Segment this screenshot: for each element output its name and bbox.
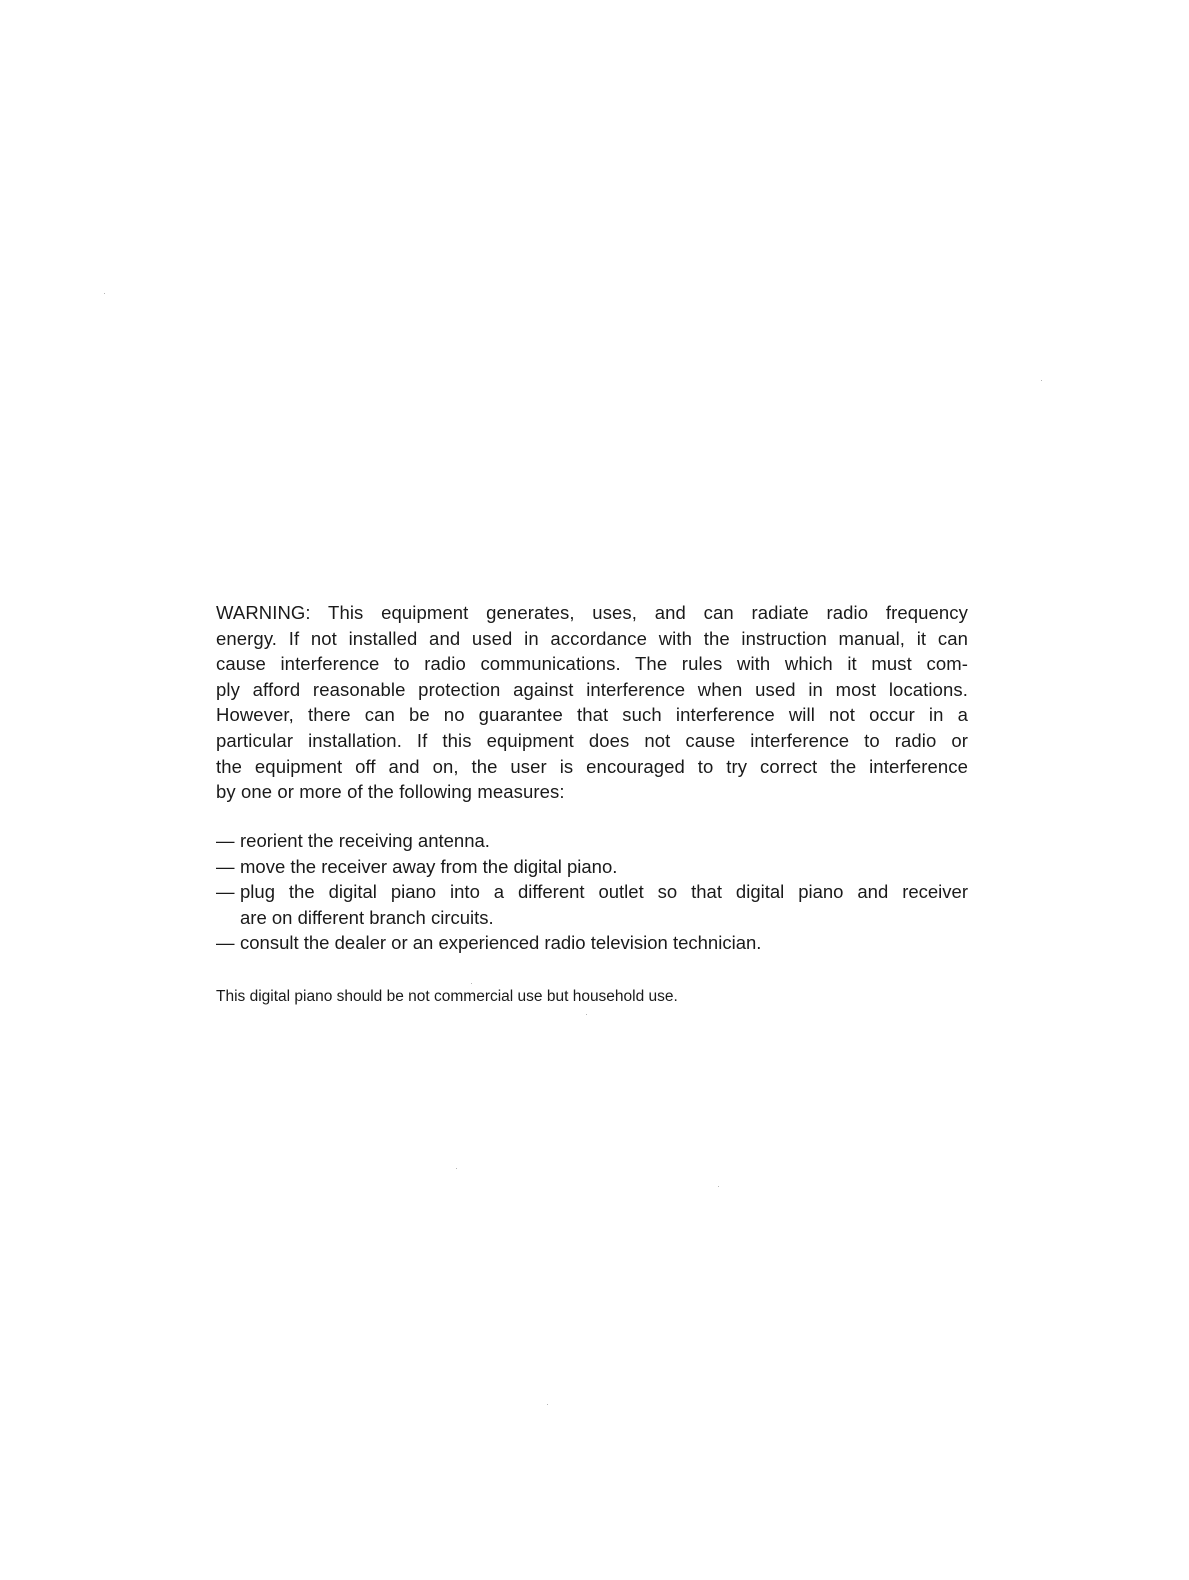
- measure-text: plug the digital piano into a different outlet so that digital piano and receiver: [240, 881, 968, 903]
- scan-speck: [718, 1186, 719, 1187]
- measure-text: move the receiver away from the digital piano.: [240, 855, 618, 877]
- list-item: [216, 879, 968, 930]
- warning-line: particular installation. If this equipment does not cause interference to radio or: [216, 729, 968, 751]
- measure-text: are on different branch circuits.: [240, 906, 494, 928]
- measure-text: consult the dealer or an experienced radio television technician.: [240, 932, 762, 954]
- measures-list: [216, 828, 968, 956]
- warning-line: ply afford reasonable protection against interference when used in most locations.: [216, 678, 968, 700]
- list-item: [216, 930, 968, 956]
- warning-line: cause interference to radio communications. The rules with which it must com-: [216, 653, 968, 675]
- warning-line: However, there can be no guarantee that such interference will not occur in a: [216, 704, 968, 726]
- dash-bullet: —: [216, 881, 235, 903]
- dash-bullet: —: [216, 855, 235, 877]
- scan-speck: [547, 1404, 548, 1405]
- list-item: [216, 854, 968, 880]
- warning-line: WARNING: This equipment generates, uses, and can radiate radio frequency: [216, 602, 968, 623]
- list-item: [216, 828, 968, 854]
- scan-speck: [586, 1014, 587, 1015]
- measure-text: reorient the receiving antenna.: [240, 830, 490, 851]
- scan-speck: [104, 293, 105, 294]
- scan-speck: [471, 983, 472, 984]
- household-use-note: This digital piano should be not commercial use but household use.: [216, 988, 678, 1005]
- warning-line: by one or more of the following measures:: [216, 781, 565, 803]
- fcc-warning-paragraph: [216, 600, 968, 805]
- warning-line: the equipment off and on, the user is encouraged to try correct the interference: [216, 755, 968, 777]
- dash-bullet: —: [216, 932, 235, 954]
- scan-speck: [456, 1168, 457, 1169]
- warning-line: energy. If not installed and used in accordance with the instruction manual, it can: [216, 627, 968, 649]
- dash-bullet: —: [216, 830, 235, 851]
- scan-speck: [1041, 380, 1042, 381]
